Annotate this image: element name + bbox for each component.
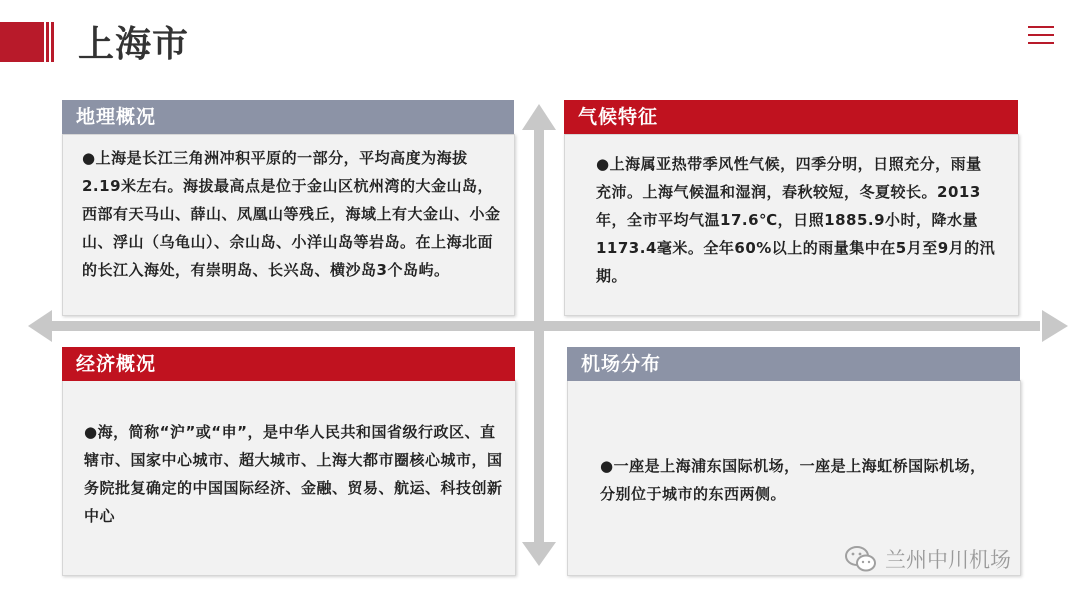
vertical-arrow-bar bbox=[534, 124, 544, 548]
geography-panel-text: ●上海是长江三角洲冲积平原的一部分，平均高度为海拔2.19米左右。海拔最高点是位于金山区杭州湾的大金山岛，西部有天马山、薛山、凤凰山等残丘，海域上有大金山、小金山、浮山（乌龟山）、佘山岛、小洋山岛等岩岛。在上海北面的长江入海处，有崇明岛、长兴岛、横沙岛3个岛屿。 bbox=[82, 149, 501, 279]
left-arrowhead bbox=[28, 310, 52, 342]
wechat-icon bbox=[845, 545, 877, 573]
watermark bbox=[845, 544, 1011, 574]
right-arrowhead bbox=[1042, 310, 1068, 342]
airports-panel-text: ●一座是上海浦东国际机场，一座是上海虹桥国际机场，分别位于城市的东西两侧。 bbox=[600, 457, 986, 503]
up-arrowhead bbox=[522, 104, 556, 130]
climate-panel-title: 气候特征 bbox=[564, 100, 1018, 134]
down-arrowhead bbox=[522, 542, 556, 566]
economy-panel-text: ●海，简称“沪”或“申”，是中华人民共和国省级行政区、直辖市、国家中心城市、超大城市、上海大都市圈核心城市，国务院批复确定的中国国际经济、金融、贸易、航运、科技创新中心 bbox=[84, 423, 503, 525]
climate-panel-text: ●上海属亚热带季风性气候，四季分明，日照充分，雨量充沛。上海气候温和湿润，春秋较短，冬夏较长。2013年，全市平均气温17.6℃，日照1885.9小时，降水量1173.4毫米。全年60%以上的雨量集中在5月至9月的汛期。 bbox=[596, 155, 996, 285]
watermark-text: 兰州中川机场 bbox=[885, 548, 1011, 572]
geography-panel-title: 地理概况 bbox=[62, 100, 514, 134]
page-title: 上海市 bbox=[78, 24, 190, 65]
economy-panel-title: 经济概况 bbox=[62, 347, 515, 381]
airports-panel-title: 机场分布 bbox=[567, 347, 1020, 381]
